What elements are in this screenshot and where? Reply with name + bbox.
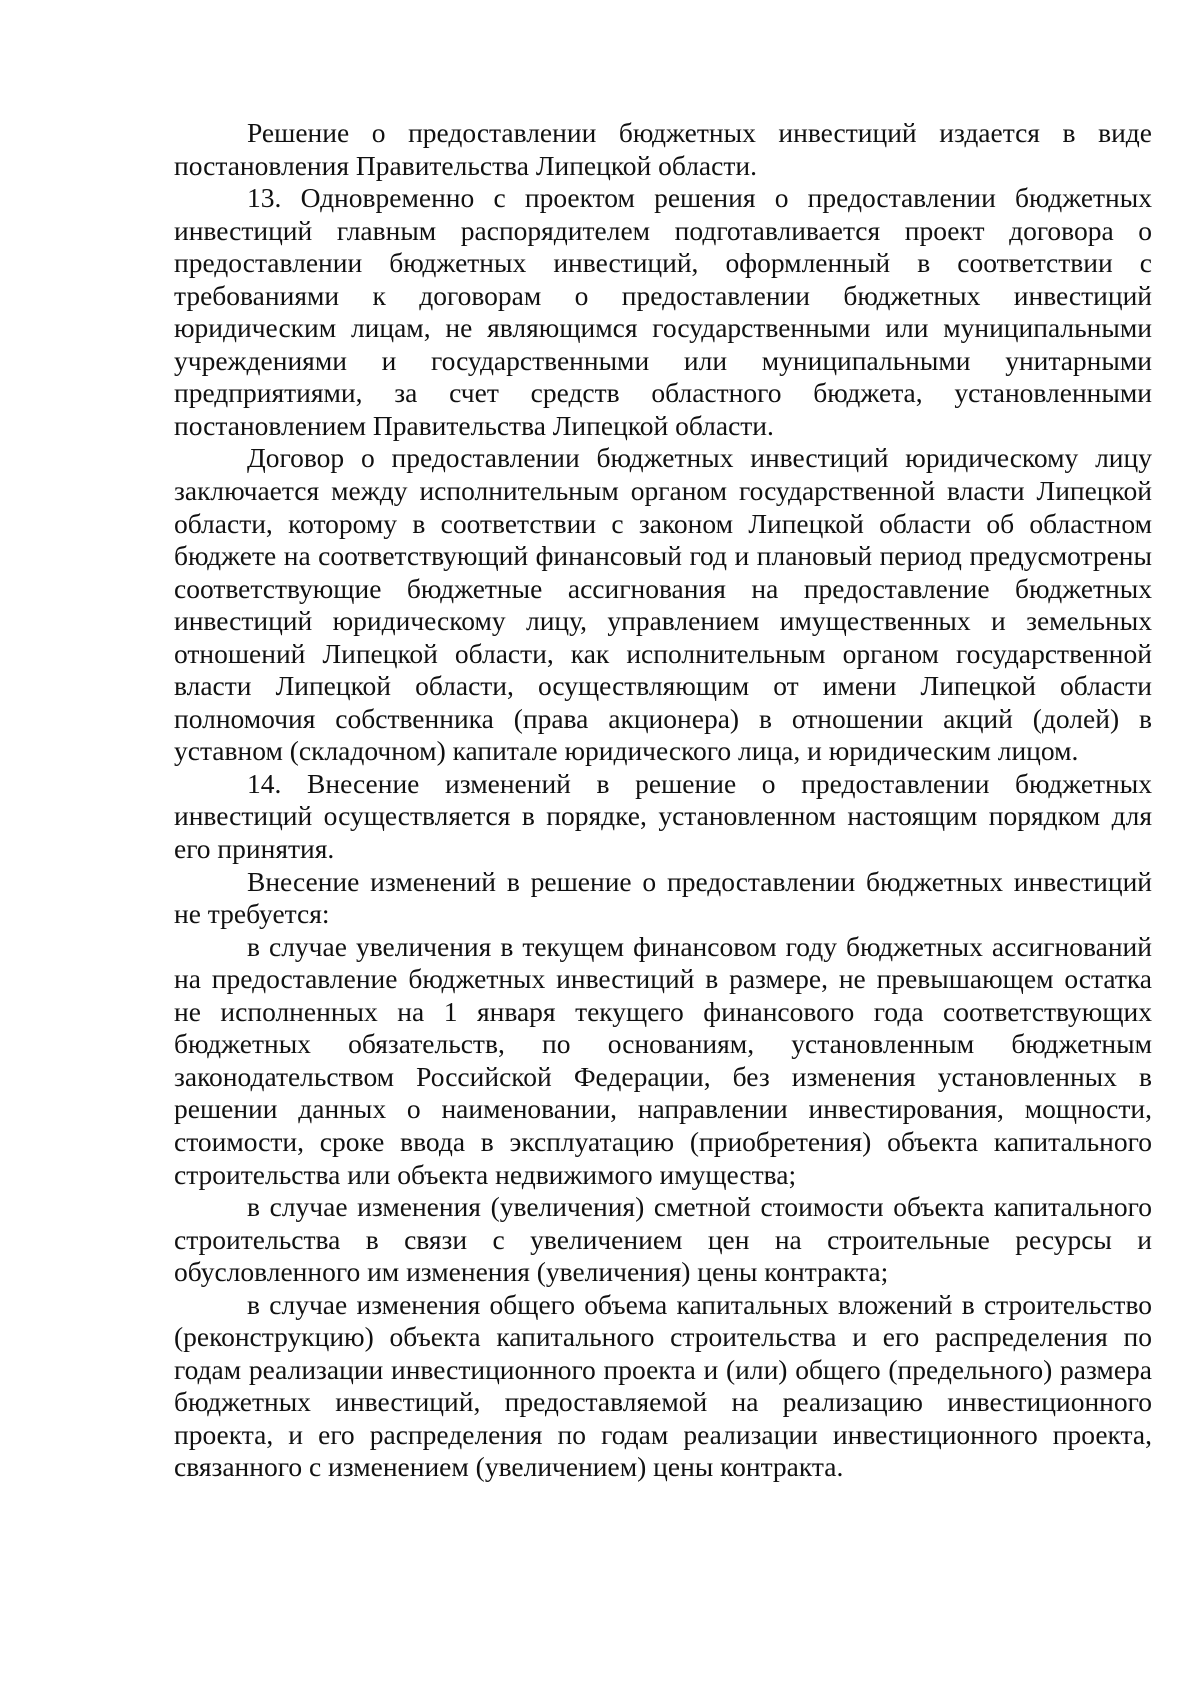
paragraph-case-budget-increase: в случае увеличения в текущем финансовом году бюджетных ассигнований на предоставление бюджетных инвестиций в размере, не превышающем остатка не исполненных на 1 января текущего финансового года соответствующих бюджетных обязательств, по основаниям, установленным бюджетным законодательством Российской Федерации, без изменения установленных в решении данных о наименовании, направлении инвестирования, мощности, стоимости, сроке ввода в эксплуатацию (приобретения) объекта капитального строительства или объекта недвижимого имущества; bbox=[174, 930, 1152, 1190]
paragraph-no-changes-required: Внесение изменений в решение о предоставлении бюджетных инвестиций не требуется: bbox=[174, 865, 1152, 930]
paragraph-decision-form: Решение о предоставлении бюджетных инвестиций издается в виде постановления Правительства Липецкой области. bbox=[174, 117, 1152, 181]
paragraph-case-total-volume-change: в случае изменения общего объема капитальных вложений в строительство (реконструкцию) объекта капитального строительства и его распределения по годам реализации инвестиционного проекта и (или) общего (предельного) размера бюджетных инвестиций, предоставляемой на реализацию инвестиционного проекта, и его распределения по годам реализации инвестиционного проекта, связанного с изменением (увеличением) цены контракта. bbox=[174, 1288, 1152, 1483]
document-body bbox=[174, 117, 1152, 1484]
paragraph-investment-agreement: Договор о предоставлении бюджетных инвестиций юридическому лицу заключается между исполнительным органом государственной власти Липецкой области, которому в соответствии с законом Липецкой области об областном бюджете на соответствующий финансовый год и плановый период предусмотрены соответствующие бюджетные ассигнования на предоставление бюджетных инвестиций юридическому лицу, управлением имущественных и земельных отношений Липецкой области, как исполнительным органом государственной власти Липецкой области, осуществляющим от имени Липецкой области полномочия собственника (права акционера) в отношении акций (долей) в уставном (складочном) капитале юридического лица, и юридическим лицом. bbox=[174, 442, 1152, 767]
paragraph-item-13: 13. Одновременно с проектом решения о предоставлении бюджетных инвестиций главным распорядителем подготавливается проект договора о предоставлении бюджетных инвестиций, оформленный в соответствии с требованиями к договорам о предоставлении бюджетных инвестиций юридическим лицам, не являющимся государственными или муниципальными учреждениями и государственными или муниципальными унитарными предприятиями, за счет средств областного бюджета, установленными постановлением Правительства Липецкой области. bbox=[174, 182, 1152, 441]
paragraph-item-14: 14. Внесение изменений в решение о предоставлении бюджетных инвестиций осуществляется в порядке, установленном настоящим порядком для его принятия. bbox=[174, 767, 1152, 865]
paragraph-case-estimate-increase: в случае изменения (увеличения) сметной стоимости объекта капитального строительства в связи с увеличением цен на строительные ресурсы и обусловленного им изменения (увеличения) цены контракта; bbox=[174, 1191, 1152, 1288]
